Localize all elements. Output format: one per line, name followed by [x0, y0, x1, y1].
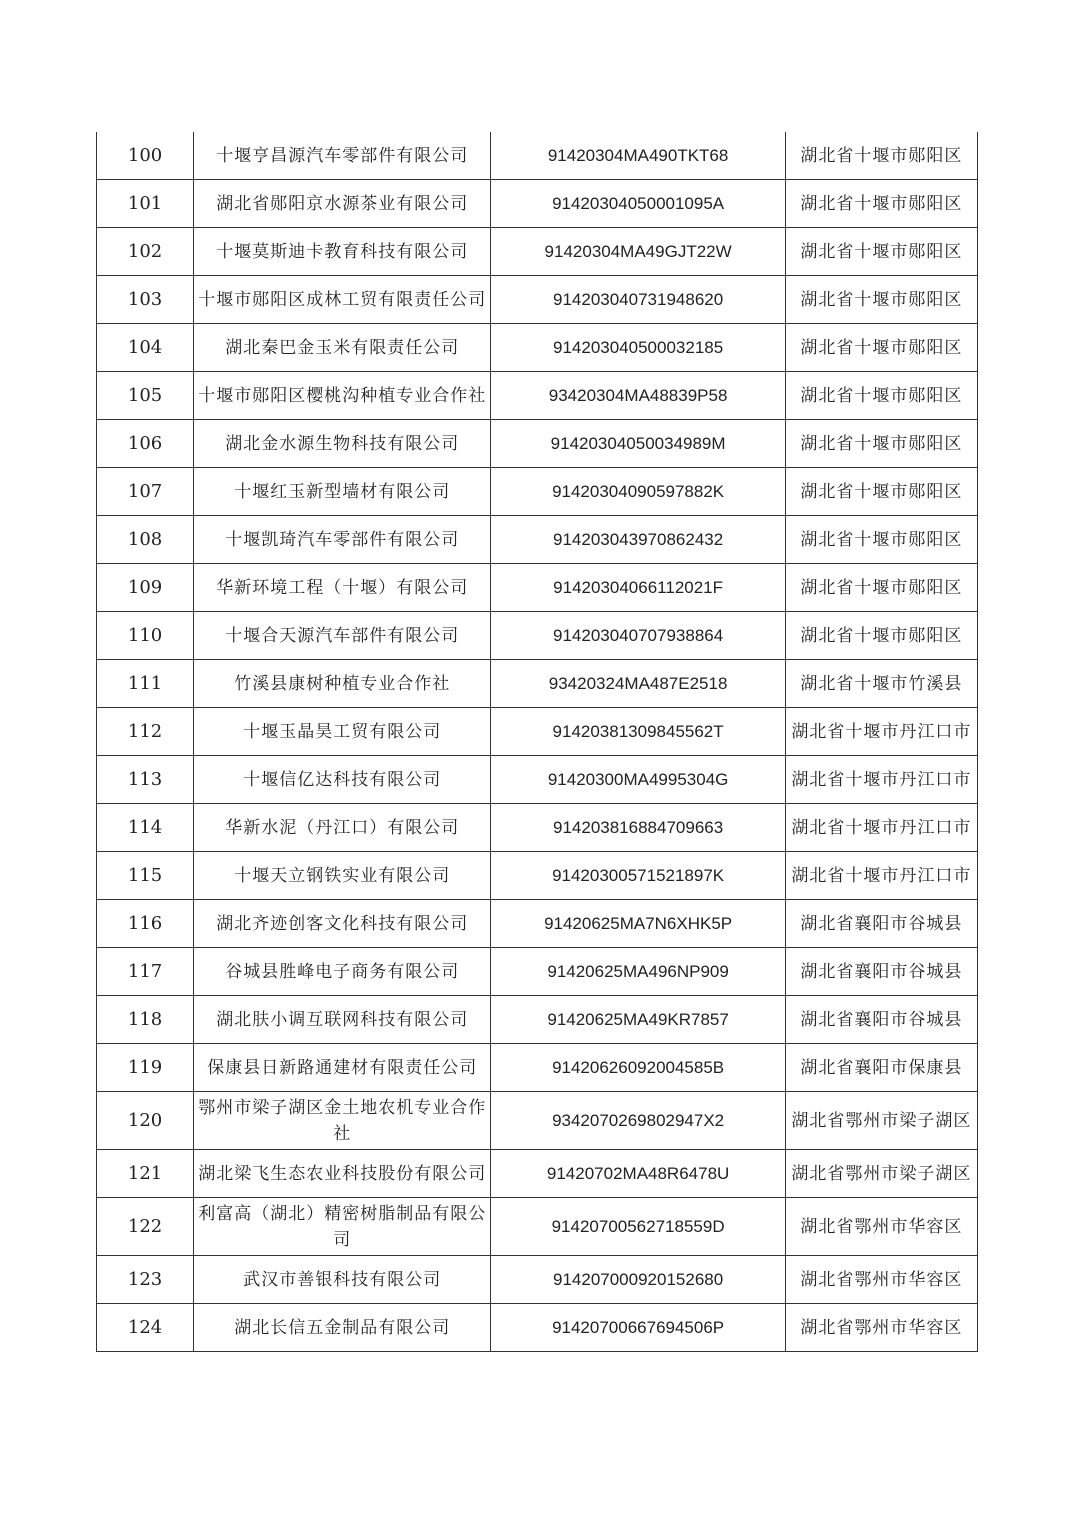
region: 湖北省十堰市丹江口市 [785, 804, 977, 852]
credit-code: 91420304050034989M [491, 420, 785, 468]
row-number: 108 [97, 516, 194, 564]
company-name: 利富高（湖北）精密树脂制品有限公司 [194, 1198, 491, 1256]
table-row [97, 1044, 978, 1092]
row-number: 123 [97, 1256, 194, 1304]
credit-code: 91420300MA4995304G [491, 756, 785, 804]
company-name: 十堰莫斯迪卡教育科技有限公司 [194, 228, 491, 276]
table-row [97, 1256, 978, 1304]
table-row [97, 180, 978, 228]
row-number: 118 [97, 996, 194, 1044]
credit-code: 93420324MA487E2518 [491, 660, 785, 708]
row-number: 111 [97, 660, 194, 708]
company-name: 十堰玉晶昊工贸有限公司 [194, 708, 491, 756]
table-row [97, 660, 978, 708]
company-name: 湖北肤小调互联网科技有限公司 [194, 996, 491, 1044]
row-number: 117 [97, 948, 194, 996]
table-row [97, 1304, 978, 1352]
region: 湖北省十堰市郧阳区 [785, 276, 977, 324]
table-row [97, 900, 978, 948]
region: 湖北省十堰市郧阳区 [785, 612, 977, 660]
row-number: 106 [97, 420, 194, 468]
table-row [97, 948, 978, 996]
region: 湖北省襄阳市谷城县 [785, 948, 977, 996]
company-name: 湖北省郧阳京水源茶业有限公司 [194, 180, 491, 228]
credit-code: 914203043970862432 [491, 516, 785, 564]
row-number: 112 [97, 708, 194, 756]
row-number: 114 [97, 804, 194, 852]
table-row [97, 420, 978, 468]
row-number: 116 [97, 900, 194, 948]
region: 湖北省鄂州市华容区 [785, 1198, 977, 1256]
credit-code: 91420304066112021F [491, 564, 785, 612]
company-name: 十堰红玉新型墙材有限公司 [194, 468, 491, 516]
table-row [97, 1150, 978, 1198]
credit-code: 91420625MA7N6XHK5P [491, 900, 785, 948]
region: 湖北省鄂州市华容区 [785, 1304, 977, 1352]
region: 湖北省襄阳市保康县 [785, 1044, 977, 1092]
company-name: 十堰亨昌源汽车零部件有限公司 [194, 132, 491, 180]
row-number: 102 [97, 228, 194, 276]
credit-code: 914203040500032185 [491, 324, 785, 372]
region: 湖北省鄂州市梁子湖区 [785, 1150, 977, 1198]
company-name: 保康县日新路通建材有限责任公司 [194, 1044, 491, 1092]
table-row [97, 804, 978, 852]
company-name: 十堰合天源汽车部件有限公司 [194, 612, 491, 660]
company-name: 竹溪县康树种植专业合作社 [194, 660, 491, 708]
company-name: 武汉市善银科技有限公司 [194, 1256, 491, 1304]
credit-code: 93420304MA48839P58 [491, 372, 785, 420]
credit-code: 914203040707938864 [491, 612, 785, 660]
region: 湖北省十堰市郧阳区 [785, 228, 977, 276]
company-name: 华新水泥（丹江口）有限公司 [194, 804, 491, 852]
table-row [97, 132, 978, 180]
company-name: 十堰天立钢铁实业有限公司 [194, 852, 491, 900]
company-name: 湖北长信五金制品有限公司 [194, 1304, 491, 1352]
region: 湖北省十堰市竹溪县 [785, 660, 977, 708]
table-row [97, 852, 978, 900]
credit-code: 914203816884709663 [491, 804, 785, 852]
row-number: 105 [97, 372, 194, 420]
table-row [97, 324, 978, 372]
row-number: 101 [97, 180, 194, 228]
row-number: 103 [97, 276, 194, 324]
table-row [97, 1198, 978, 1256]
region: 湖北省十堰市丹江口市 [785, 756, 977, 804]
company-list-body [97, 132, 978, 1352]
region: 湖北省襄阳市谷城县 [785, 996, 977, 1044]
region: 湖北省十堰市郧阳区 [785, 372, 977, 420]
company-name: 谷城县胜峰电子商务有限公司 [194, 948, 491, 996]
region: 湖北省十堰市郧阳区 [785, 180, 977, 228]
row-number: 121 [97, 1150, 194, 1198]
table-row [97, 372, 978, 420]
credit-code: 91420304MA490TKT68 [491, 132, 785, 180]
company-name: 湖北金水源生物科技有限公司 [194, 420, 491, 468]
credit-code: 91420700562718559D [491, 1198, 785, 1256]
credit-code: 91420700667694506P [491, 1304, 785, 1352]
credit-code: 91420702MA48R6478U [491, 1150, 785, 1198]
row-number: 124 [97, 1304, 194, 1352]
company-name: 鄂州市梁子湖区金土地农机专业合作社 [194, 1092, 491, 1150]
region: 湖北省十堰市郧阳区 [785, 132, 977, 180]
row-number: 107 [97, 468, 194, 516]
region: 湖北省鄂州市华容区 [785, 1256, 977, 1304]
table-row [97, 468, 978, 516]
credit-code: 91420381309845562T [491, 708, 785, 756]
row-number: 109 [97, 564, 194, 612]
row-number: 119 [97, 1044, 194, 1092]
table-row [97, 276, 978, 324]
row-number: 122 [97, 1198, 194, 1256]
row-number: 115 [97, 852, 194, 900]
table-row [97, 564, 978, 612]
company-list-table [96, 132, 978, 1352]
row-number: 113 [97, 756, 194, 804]
company-name: 湖北秦巴金玉米有限责任公司 [194, 324, 491, 372]
credit-code: 91420626092004585B [491, 1044, 785, 1092]
region: 湖北省襄阳市谷城县 [785, 900, 977, 948]
region: 湖北省十堰市郧阳区 [785, 516, 977, 564]
table-row [97, 612, 978, 660]
credit-code: 914203040731948620 [491, 276, 785, 324]
row-number: 120 [97, 1092, 194, 1150]
row-number: 100 [97, 132, 194, 180]
region: 湖北省十堰市郧阳区 [785, 420, 977, 468]
credit-code: 914207000920152680 [491, 1256, 785, 1304]
company-name: 十堰凯琦汽车零部件有限公司 [194, 516, 491, 564]
credit-code: 91420300571521897K [491, 852, 785, 900]
credit-code: 91420625MA496NP909 [491, 948, 785, 996]
table-row [97, 516, 978, 564]
region: 湖北省十堰市郧阳区 [785, 564, 977, 612]
credit-code: 91420304MA49GJT22W [491, 228, 785, 276]
company-name: 湖北梁飞生态农业科技股份有限公司 [194, 1150, 491, 1198]
region: 湖北省十堰市郧阳区 [785, 324, 977, 372]
company-name: 十堰市郧阳区成林工贸有限责任公司 [194, 276, 491, 324]
credit-code: 91420304050001095A [491, 180, 785, 228]
table-row [97, 228, 978, 276]
table-row [97, 756, 978, 804]
region: 湖北省鄂州市梁子湖区 [785, 1092, 977, 1150]
credit-code: 9342070269802947X2 [491, 1092, 785, 1150]
row-number: 110 [97, 612, 194, 660]
region: 湖北省十堰市丹江口市 [785, 852, 977, 900]
table-row [97, 708, 978, 756]
company-name: 湖北齐迹创客文化科技有限公司 [194, 900, 491, 948]
company-name: 华新环境工程（十堰）有限公司 [194, 564, 491, 612]
company-name: 十堰信亿达科技有限公司 [194, 756, 491, 804]
company-name: 十堰市郧阳区樱桃沟种植专业合作社 [194, 372, 491, 420]
credit-code: 91420625MA49KR7857 [491, 996, 785, 1044]
table-row [97, 996, 978, 1044]
region: 湖北省十堰市郧阳区 [785, 468, 977, 516]
credit-code: 91420304090597882K [491, 468, 785, 516]
table-row [97, 1092, 978, 1150]
row-number: 104 [97, 324, 194, 372]
region: 湖北省十堰市丹江口市 [785, 708, 977, 756]
